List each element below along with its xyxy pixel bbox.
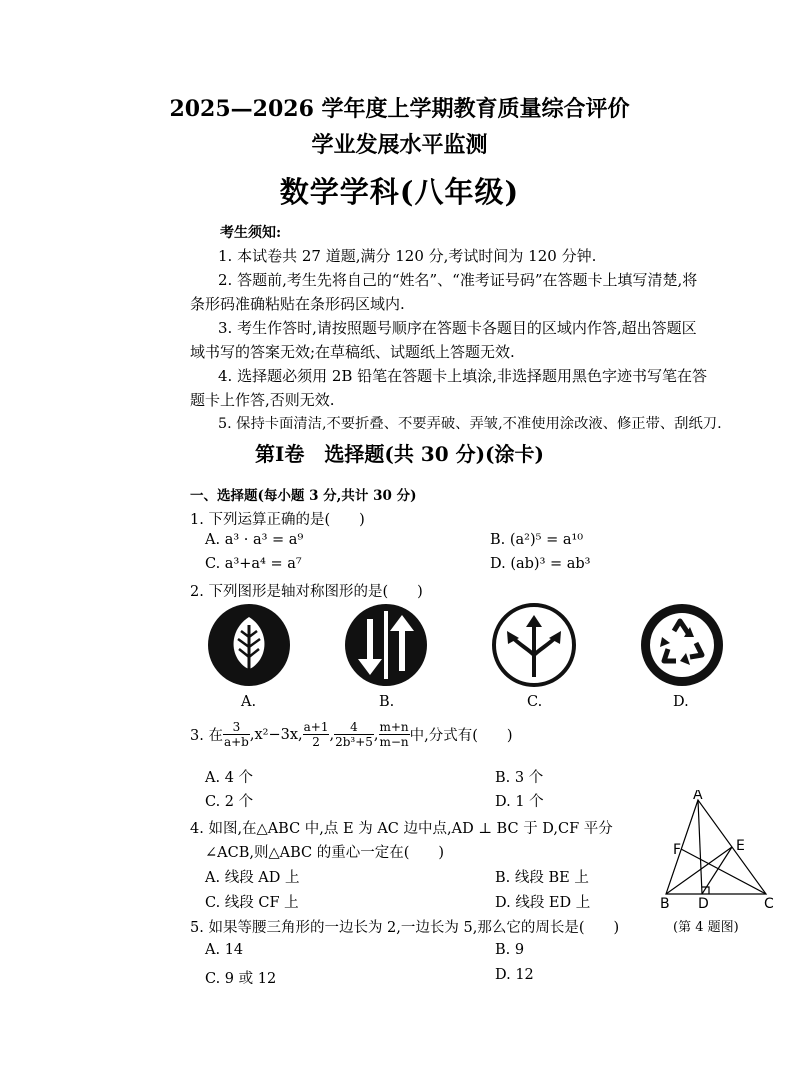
figure-caption: (第 4 题图)	[673, 920, 739, 935]
q3-fraction-1: $\frac{3}{a+b}$	[223, 720, 249, 749]
q3-option-d: D. 1 个	[495, 794, 544, 810]
two-way-arrows-sign-icon	[344, 603, 428, 687]
question-5-stem: 5. 如果等腰三角形的一边长为 2,一边长为 5,那么它的周长是( )	[190, 920, 620, 936]
recycle-sign-icon	[640, 603, 724, 687]
question-4-line2: ∠ACB,则△ABC 的重心一定在( )	[205, 845, 445, 861]
q3-fraction-4: $\frac{4}{\text{2b³+5}}$	[335, 720, 373, 749]
notice-line: 题卡上作答,否则无效.	[190, 391, 335, 409]
q3-fraction-3: $\frac{a+1}{2}$	[303, 720, 329, 749]
question-3-stem: 3. 在 $\frac{3}{a+b}$ ,x²−3x, $\frac{a+1}{2}$ , $\frac{4}{\text{2b³+5}}$ , $\frac{m+n}{m-n}$ 中,分式有( )	[190, 720, 513, 749]
q2-label-b: B.	[379, 694, 395, 710]
question-2-stem: 2. 下列图形是轴对称图形的是( )	[190, 584, 423, 600]
figure-label-d: D	[698, 896, 709, 912]
figure-label-f: F	[673, 842, 682, 858]
q3-option-c: C. 2 个	[205, 794, 254, 810]
notice-line: 1. 本试卷共 27 道题,满分 120 分,考试时间为 120 分钟.	[218, 247, 597, 265]
notice-line: 3. 考生作答时,请按照题号顺序在答题卡各题目的区域内作答,超出答题区	[218, 319, 697, 337]
q4-option-b: B. 线段 BE 上	[495, 870, 589, 886]
figure-label-b: B	[660, 896, 670, 912]
exam-subtitle: 学业发展水平监测	[311, 132, 488, 158]
q3-option-b: B. 3 个	[495, 770, 544, 786]
q3-option-a: A. 4 个	[205, 770, 254, 786]
figure-label-c: C	[764, 896, 774, 912]
exam-title: 2025—2026 学年度上学期教育质量综合评价	[169, 96, 630, 122]
section-title: 第Ⅰ卷 选择题(共 30 分)(涂卡)	[255, 442, 544, 466]
q2-label-d: D.	[673, 694, 689, 710]
q5-option-d: D. 12	[495, 967, 534, 983]
q4-option-c: C. 线段 CF 上	[205, 895, 299, 911]
q4-option-a: A. 线段 AD 上	[205, 870, 300, 886]
q3-fraction-5: $\frac{m+n}{m-n}$	[379, 720, 409, 749]
q5-option-a: A. 14	[205, 942, 244, 958]
question-4-line1: 4. 如图,在△ABC 中,点 E 为 AC 边中点,AD ⊥ BC 于 D,CF 平分	[190, 821, 613, 837]
q2-label-c: C.	[527, 694, 543, 710]
q3-expr-2: ,x²−3x,	[249, 726, 303, 743]
q2-label-a: A.	[241, 694, 257, 710]
q3-suffix: 中,分式有( )	[409, 728, 513, 744]
q1-option-b: B. (a²)⁵ = a¹⁰	[490, 532, 584, 548]
three-way-arrows-sign-icon	[492, 603, 576, 687]
q1-option-c: C. a³+a⁴ = a⁷	[205, 556, 302, 572]
notice-heading: 考生须知:	[220, 225, 282, 241]
notice-line: 域书写的答案无效;在草稿纸、试题纸上答题无效.	[190, 343, 515, 361]
leaf-sign-icon	[207, 603, 291, 687]
subject-title: 数学学科(八年级)	[279, 175, 520, 209]
q4-option-d: D. 线段 ED 上	[495, 895, 591, 911]
triangle-figure	[650, 790, 780, 915]
part-heading: 一、选择题(每小题 3 分,共计 30 分)	[190, 488, 417, 504]
q1-option-a: A. a³ · a³ = a⁹	[205, 532, 304, 548]
figure-label-e: E	[736, 838, 745, 854]
notice-line: 4. 选择题必须用 2B 铅笔在答题卡上填涂,非选择题用黑色字迹书写笔在答	[218, 367, 707, 385]
notice-line: 条形码准确粘贴在条形码区域内.	[190, 295, 405, 313]
q3-prefix: 3. 在	[190, 728, 223, 744]
figure-label-a: A	[693, 790, 703, 803]
q5-option-c: C. 9 或 12	[205, 971, 277, 987]
q1-option-d: D. (ab)³ = ab³	[490, 556, 591, 572]
notice-line: 2. 答题前,考生先将自己的“姓名”、“准考证号码”在答题卡上填写清楚,将	[218, 271, 698, 289]
notice-line: 5. 保持卡面清洁,不要折叠、不要弄破、弄皱,不准使用涂改液、修正带、刮纸刀.	[218, 416, 722, 432]
q5-option-b: B. 9	[495, 942, 525, 958]
question-1-stem: 1. 下列运算正确的是( )	[190, 512, 365, 528]
